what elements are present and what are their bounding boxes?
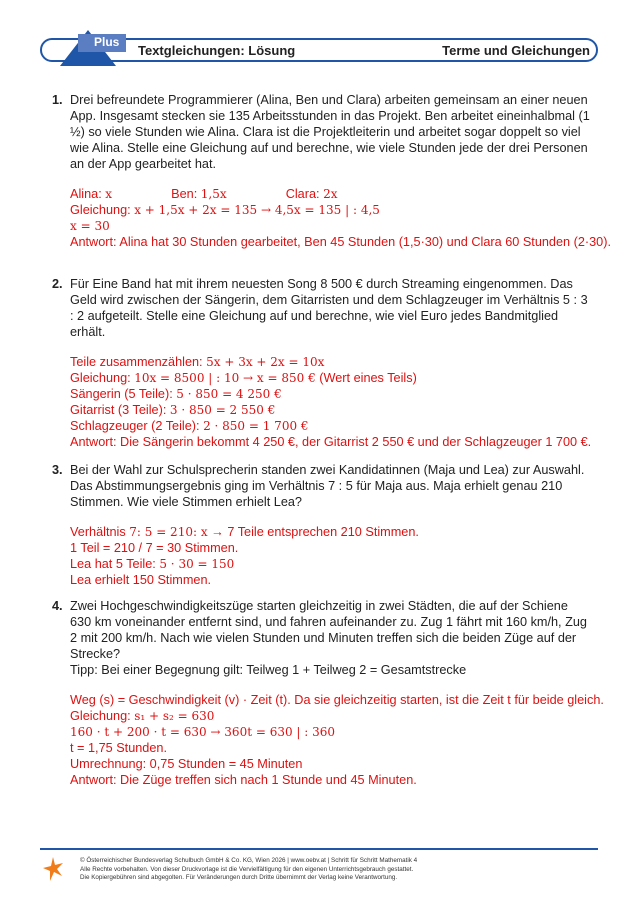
- solution-line: t = 1,75 Stunden.: [70, 741, 167, 755]
- task-question: Zwei Hochgeschwindigkeitszüge starten gleichzeitig in zwei Städten, die auf der Schiene 630 km voneinander entfernt sind, und fahren aufeinander zu. Zug 1 fährt mit 160 km/h, Zug 2 mit 200 km/h. Nach wie vielen Stunden und Minuten treffen sich die beiden Züge auf der Strecke?: [70, 599, 587, 661]
- task-question: Bei der Wahl zur Schulsprecherin standen zwei Kandidatinnen (Maja und Lea) zur Auswahl. Das Abstimmungsergebnis ging im Verhältnis 7 : 5 für Maja aus. Maja erhielt genau 210 Stimmen. Wie viele Stimmen erhielt Lea?: [70, 463, 585, 509]
- equation-line: Gleichung: s₁ + s₂ = 630: [70, 709, 215, 723]
- solution-line: 160 · t + 200 · t = 630 → 360t = 630 | : 360: [70, 725, 336, 739]
- task-number: 3.: [52, 463, 63, 477]
- solution-line: Gitarrist (3 Teile): 3 · 850 = 2 550 €: [70, 403, 276, 417]
- answer-line: Antwort: Alina hat 30 Stunden gearbeitet, Ben 45 Stunden (1,5·30) und Clara 60 Stunden (2·30).: [70, 235, 611, 249]
- equation-line: Gleichung: x + 1,5x + 2x = 135 → 4,5x = 135 | : 4,5: [70, 203, 380, 217]
- task-4: [52, 598, 604, 788]
- solution-line: Sängerin (5 Teile): 5 · 850 = 4 250 €: [70, 387, 282, 401]
- task-solution: [70, 354, 592, 450]
- equation-line: Gleichung: 10x = 8500 | : 10 → x = 850 € (Wert eines Teils): [70, 371, 417, 385]
- task-solution: [70, 692, 604, 788]
- task-tip: Tipp: Bei einer Begegnung gilt: Teilweg 1 + Teilweg 2 = Gesamtstrecke: [70, 663, 467, 677]
- publisher-logo-icon: [42, 856, 64, 882]
- solution-line: Umrechnung: 0,75 Stunden = 45 Minuten: [70, 757, 303, 771]
- task-solution: [70, 524, 592, 588]
- footer-divider: [40, 848, 598, 850]
- solution-line: Weg (s) = Geschwindigkeit (v) · Zeit (t). Da sie gleichzeitig starten, ist die Zeit t für beide gleich.: [70, 693, 604, 707]
- result-line: x = 30: [70, 219, 110, 233]
- answer-line: Antwort: Die Züge treffen sich nach 1 Stunde und 45 Minuten.: [70, 773, 417, 787]
- task-3: [52, 462, 592, 588]
- task-number: 1.: [52, 93, 63, 107]
- page-title: Textgleichungen: Lösung: [138, 43, 296, 58]
- answer-line: Lea erhielt 150 Stimmen.: [70, 573, 212, 587]
- solution-line: Teile zusammenzählen: 5x + 3x + 2x = 10x: [70, 355, 325, 369]
- solution-line: Verhältnis 7: 5 = 210: x → 7 Teile entsprechen 210 Stimmen.: [70, 525, 419, 539]
- plus-logo: [60, 30, 126, 68]
- task-question: Für Eine Band hat mit ihrem neuesten Song 8 500 € durch Streaming eingenommen. Das Geld wird zwischen der Sängerin, dem Gitarristen und dem Schlagzeuger im Verhältnis 5 : 3 : 2 aufgeteilt. Stelle eine Gleichung auf und berechne, wie viel Euro jedes Bandmitglied erhält.: [70, 277, 588, 339]
- task-1: [52, 92, 611, 250]
- solution-line: Lea hat 5 Teile: 5 · 30 = 150: [70, 557, 235, 571]
- solution-line: Schlagzeuger (2 Teile): 2 · 850 = 1 700 €: [70, 419, 309, 433]
- footer-copyright: © Österreichischer Bundesverlag Schulbuch GmbH & Co. KG, Wien 2026 | www.oebv.at | Schritt für Schritt Mathematik 4 Alle Rechte vorbehalten. Von dieser Druckvorlage ist die Vervielfältigung für den eigenen Unterrichtsgebrauch gestattet. Die Kopiergebühren sind abgegolten. Für Veränderungen durch Dritte übernimmt der Verlag keine Verantwortung.: [80, 857, 418, 882]
- task-2: [52, 276, 592, 450]
- answer-line: Antwort: Die Sängerin bekommt 4 250 €, der Gitarrist 2 550 € und der Schlagzeuger 1 700 €.: [70, 435, 592, 449]
- task-solution: [70, 186, 611, 250]
- subject-title: Terme und Gleichungen: [442, 43, 590, 58]
- task-number: 2.: [52, 277, 63, 291]
- task-question: Drei befreundete Programmierer (Alina, Ben und Clara) arbeiten gemeinsam an einer neuen App. Insgesamt stecken sie 135 Arbeitsstunden in das Projekt. Ben arbeitet eineinhalbmal (1 ½) so viele Stunden wie Alina. Clara ist die Projektleiterin und arbeitet sogar doppelt so viel wie Alina. Stelle eine Gleichung auf und berechne, wie viele Stunden jede der drei Personen an der App gearbeitet hat.: [70, 93, 590, 171]
- logo-text: Plus: [94, 35, 120, 49]
- variables-line: Alina: x Ben: 1,5x Clara: 2x: [70, 187, 338, 201]
- solution-line: 1 Teil = 210 / 7 = 30 Stimmen.: [70, 541, 239, 555]
- task-number: 4.: [52, 599, 63, 613]
